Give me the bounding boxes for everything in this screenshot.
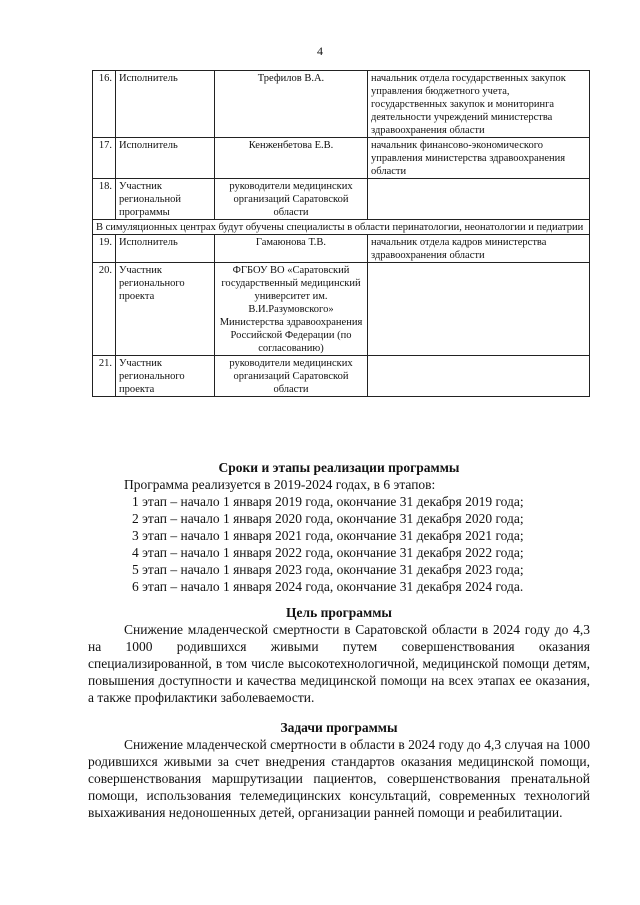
table-row	[93, 179, 590, 220]
table-row	[93, 356, 590, 397]
row-position: начальник отдела государственных закупок управления бюджетного учета, государственных закупок и мониторинга деятельности учреждений министерства здравоохранения области	[368, 71, 590, 138]
table-row	[93, 138, 590, 179]
row-name: Гамаюнова Т.В.	[215, 235, 368, 263]
page-number: 4	[317, 44, 323, 58]
row-role: Участник регионального проекта	[116, 263, 215, 356]
row-name: руководители медицинских организаций Саратовской области	[215, 179, 368, 220]
row-position: начальник финансово-экономического управления министерства здравоохранения области	[368, 138, 590, 179]
row-number: 21.	[93, 356, 116, 397]
row-role: Исполнитель	[116, 138, 215, 179]
row-number: 19.	[93, 235, 116, 263]
table-note: В симуляционных центрах будут обучены специалисты в области перинатологии, неонатологии и педиатрии	[93, 220, 590, 235]
stage-1: 1 этап – начало 1 января 2019 года, окончание 31 декабря 2019 года;	[132, 494, 524, 509]
terms-heading: Сроки и этапы реализации программы	[218, 460, 460, 475]
stage-5: 5 этап – начало 1 января 2023 года, окончание 31 декабря 2023 года;	[132, 562, 524, 577]
goal-text: Снижение младенческой смертности в Саратовской области в 2024 году до 4,3 на 1000 родившихся живыми путем совершенствования оказания специализированной, в том числе высокотехнологичной, медицинской помощи детям, повышения доступности и качества медицинской помощи на всех этапах ее оказания, а также профилактики заболеваемости.	[88, 622, 590, 705]
row-number: 16.	[93, 71, 116, 138]
row-name: ФГБОУ ВО «Саратовский государственный медицинский университет им. В.И.Разумовского» Министерства здравоохранения Российской Федерации (по согласованию)	[215, 263, 368, 356]
row-name: руководители медицинских организаций Саратовской области	[215, 356, 368, 397]
row-position	[368, 263, 590, 356]
tasks-heading: Задачи программы	[280, 720, 398, 735]
table-row	[93, 263, 590, 356]
row-number: 20.	[93, 263, 116, 356]
stage-6: 6 этап – начало 1 января 2024 года, окончание 31 декабря 2024 года.	[132, 579, 524, 594]
stage-2: 2 этап – начало 1 января 2020 года, окончание 31 декабря 2020 года;	[132, 511, 524, 526]
stage-4: 4 этап – начало 1 января 2022 года, окончание 31 декабря 2022 года;	[132, 545, 524, 560]
row-position	[368, 356, 590, 397]
row-position	[368, 179, 590, 220]
participants-table	[92, 70, 590, 397]
stage-3: 3 этап – начало 1 января 2021 года, окончание 31 декабря 2021 года;	[132, 528, 524, 543]
row-role: Исполнитель	[116, 71, 215, 138]
terms-intro: Программа реализуется в 2019-2024 годах, в 6 этапов:	[124, 477, 436, 492]
table-row	[93, 71, 590, 138]
tasks-section	[88, 719, 590, 821]
row-role: Участник региональной программы	[116, 179, 215, 220]
row-number: 17.	[93, 138, 116, 179]
participants-table-body	[93, 71, 590, 397]
row-name: Кенженбетова Е.В.	[215, 138, 368, 179]
row-position: начальник отдела кадров министерства здравоохранения области	[368, 235, 590, 263]
table-row	[93, 220, 590, 235]
tasks-text: Снижение младенческой смертности в области в 2024 году до 4,3 случая на 1000 родившихся живыми за счет внедрения стандартов оказания медицинской помощи, совершенствования маршрутизации пациентов, совершенствования пренатальной помощи, использования телемедицинских консультаций, современных технологий выхаживания недоношенных детей, организации ранней помощи и реабилитации.	[88, 737, 590, 820]
goal-heading: Цель программы	[286, 605, 392, 620]
row-number: 18.	[93, 179, 116, 220]
goal-section	[88, 604, 590, 706]
table-row	[93, 235, 590, 263]
row-role: Участник регионального проекта	[116, 356, 215, 397]
row-name: Трефилов В.А.	[215, 71, 368, 138]
terms-section	[88, 459, 590, 595]
row-role: Исполнитель	[116, 235, 215, 263]
